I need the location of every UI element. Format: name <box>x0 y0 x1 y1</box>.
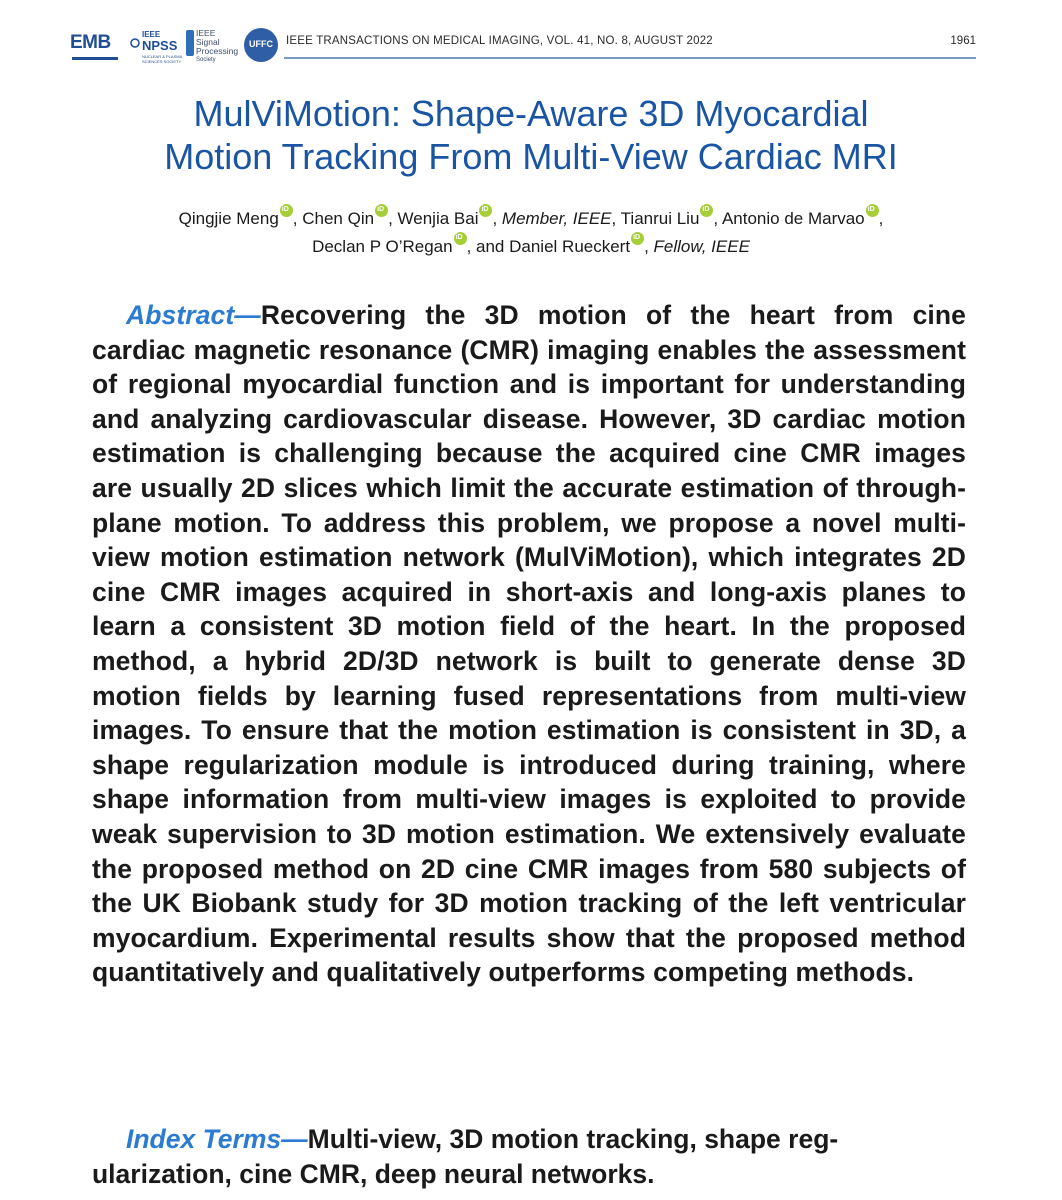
uffc-logo: UFFC <box>244 28 278 62</box>
index-terms <box>92 1122 966 1191</box>
author-name: Qingjie Meng <box>178 209 279 228</box>
author-list: Qingjie MengiD , Chen QiniD , Wenjia BaiiD , Member, IEEE, Tianrui LiuiD , Antonio de MarvaoiD , Declan P O’ReganiD , and Daniel RueckertiD , Fellow, IEEE <box>110 204 952 260</box>
orcid-icon[interactable] <box>866 204 879 217</box>
journal-citation: IEEE TRANSACTIONS ON MEDICAL IMAGING, VOL. 41, NO. 8, AUGUST 2022 <box>286 35 713 47</box>
author-name: Tianrui Liu <box>620 209 700 228</box>
orcid-icon[interactable] <box>700 204 713 217</box>
orcid-icon[interactable] <box>631 232 644 245</box>
emb-logo: EMB <box>70 28 126 64</box>
author-role: Member, IEEE <box>501 209 612 228</box>
author-name: Chen Qin <box>302 209 375 228</box>
paper-title <box>0 92 1062 178</box>
signal-processing-society-logo: IEEE Signal Processing Society <box>186 28 246 68</box>
orcid-icon[interactable] <box>375 204 388 217</box>
npss-logo: IEEE NPSS NUCLEAR & PLASMA SCIENCES SOCIETY <box>130 28 182 64</box>
abstract-label: Abstract— <box>126 300 261 330</box>
index-terms-text: Multi-view, 3D motion tracking, shape regularization, cine CMR, deep neural networks. <box>92 1124 839 1189</box>
author-role: Fellow, IEEE <box>653 237 750 256</box>
title-line-1: MulViMotion: Shape-Aware 3D Myocardial <box>193 93 869 134</box>
journal-header <box>70 22 976 66</box>
orcid-icon[interactable] <box>280 204 293 217</box>
author-name: Declan P O’Regan <box>312 237 453 256</box>
author-name: Antonio de Marvao <box>721 209 865 228</box>
author-name: Wenjia Bai <box>397 209 479 228</box>
index-terms-label: Index Terms— <box>126 1124 308 1154</box>
header-rule <box>284 57 976 59</box>
abstract <box>92 298 966 990</box>
orcid-icon[interactable] <box>454 232 467 245</box>
page-number: 1961 <box>950 35 976 47</box>
orcid-icon[interactable] <box>479 204 492 217</box>
abstract-text: Recovering the 3D motion of the heart from cine cardiac magnetic resonance (CMR) imaging enables the assessment of regional myocardial function and is important for understanding and analyzing cardiovascular disease. However, 3D cardiac motion estimation is challenging because the acquired cine CMR images are usually 2D slices which limit the accurate estimation of through-plane motion. To address this problem, we propose a novel multi-view motion estimation network (MulViMotion), which integrates 2D cine CMR images acquired in short-axis and long-axis planes to learn a consistent 3D motion field of the heart. In the proposed method, a hybrid 2D/3D network is built to generate dense 3D motion fields by learning fused representations from multi-view images. To ensure that the motion estimation is consistent in 3D, a shape regularization module is introduced during training, where shape information from multi-view images is exploited to provide weak supervision to 3D motion estimation. We extensively evaluate the proposed method on 2D cine CMR images from 580 subjects of the UK Biobank study for 3D motion tracking of the left ventricular myocardium. Experimental results show that the proposed method quantitatively and qualitatively outperforms competing methods. <box>92 300 966 988</box>
author-name: Daniel Rueckert <box>509 237 631 256</box>
title-line-2: Motion Tracking From Multi-View Cardiac MRI <box>164 136 898 177</box>
